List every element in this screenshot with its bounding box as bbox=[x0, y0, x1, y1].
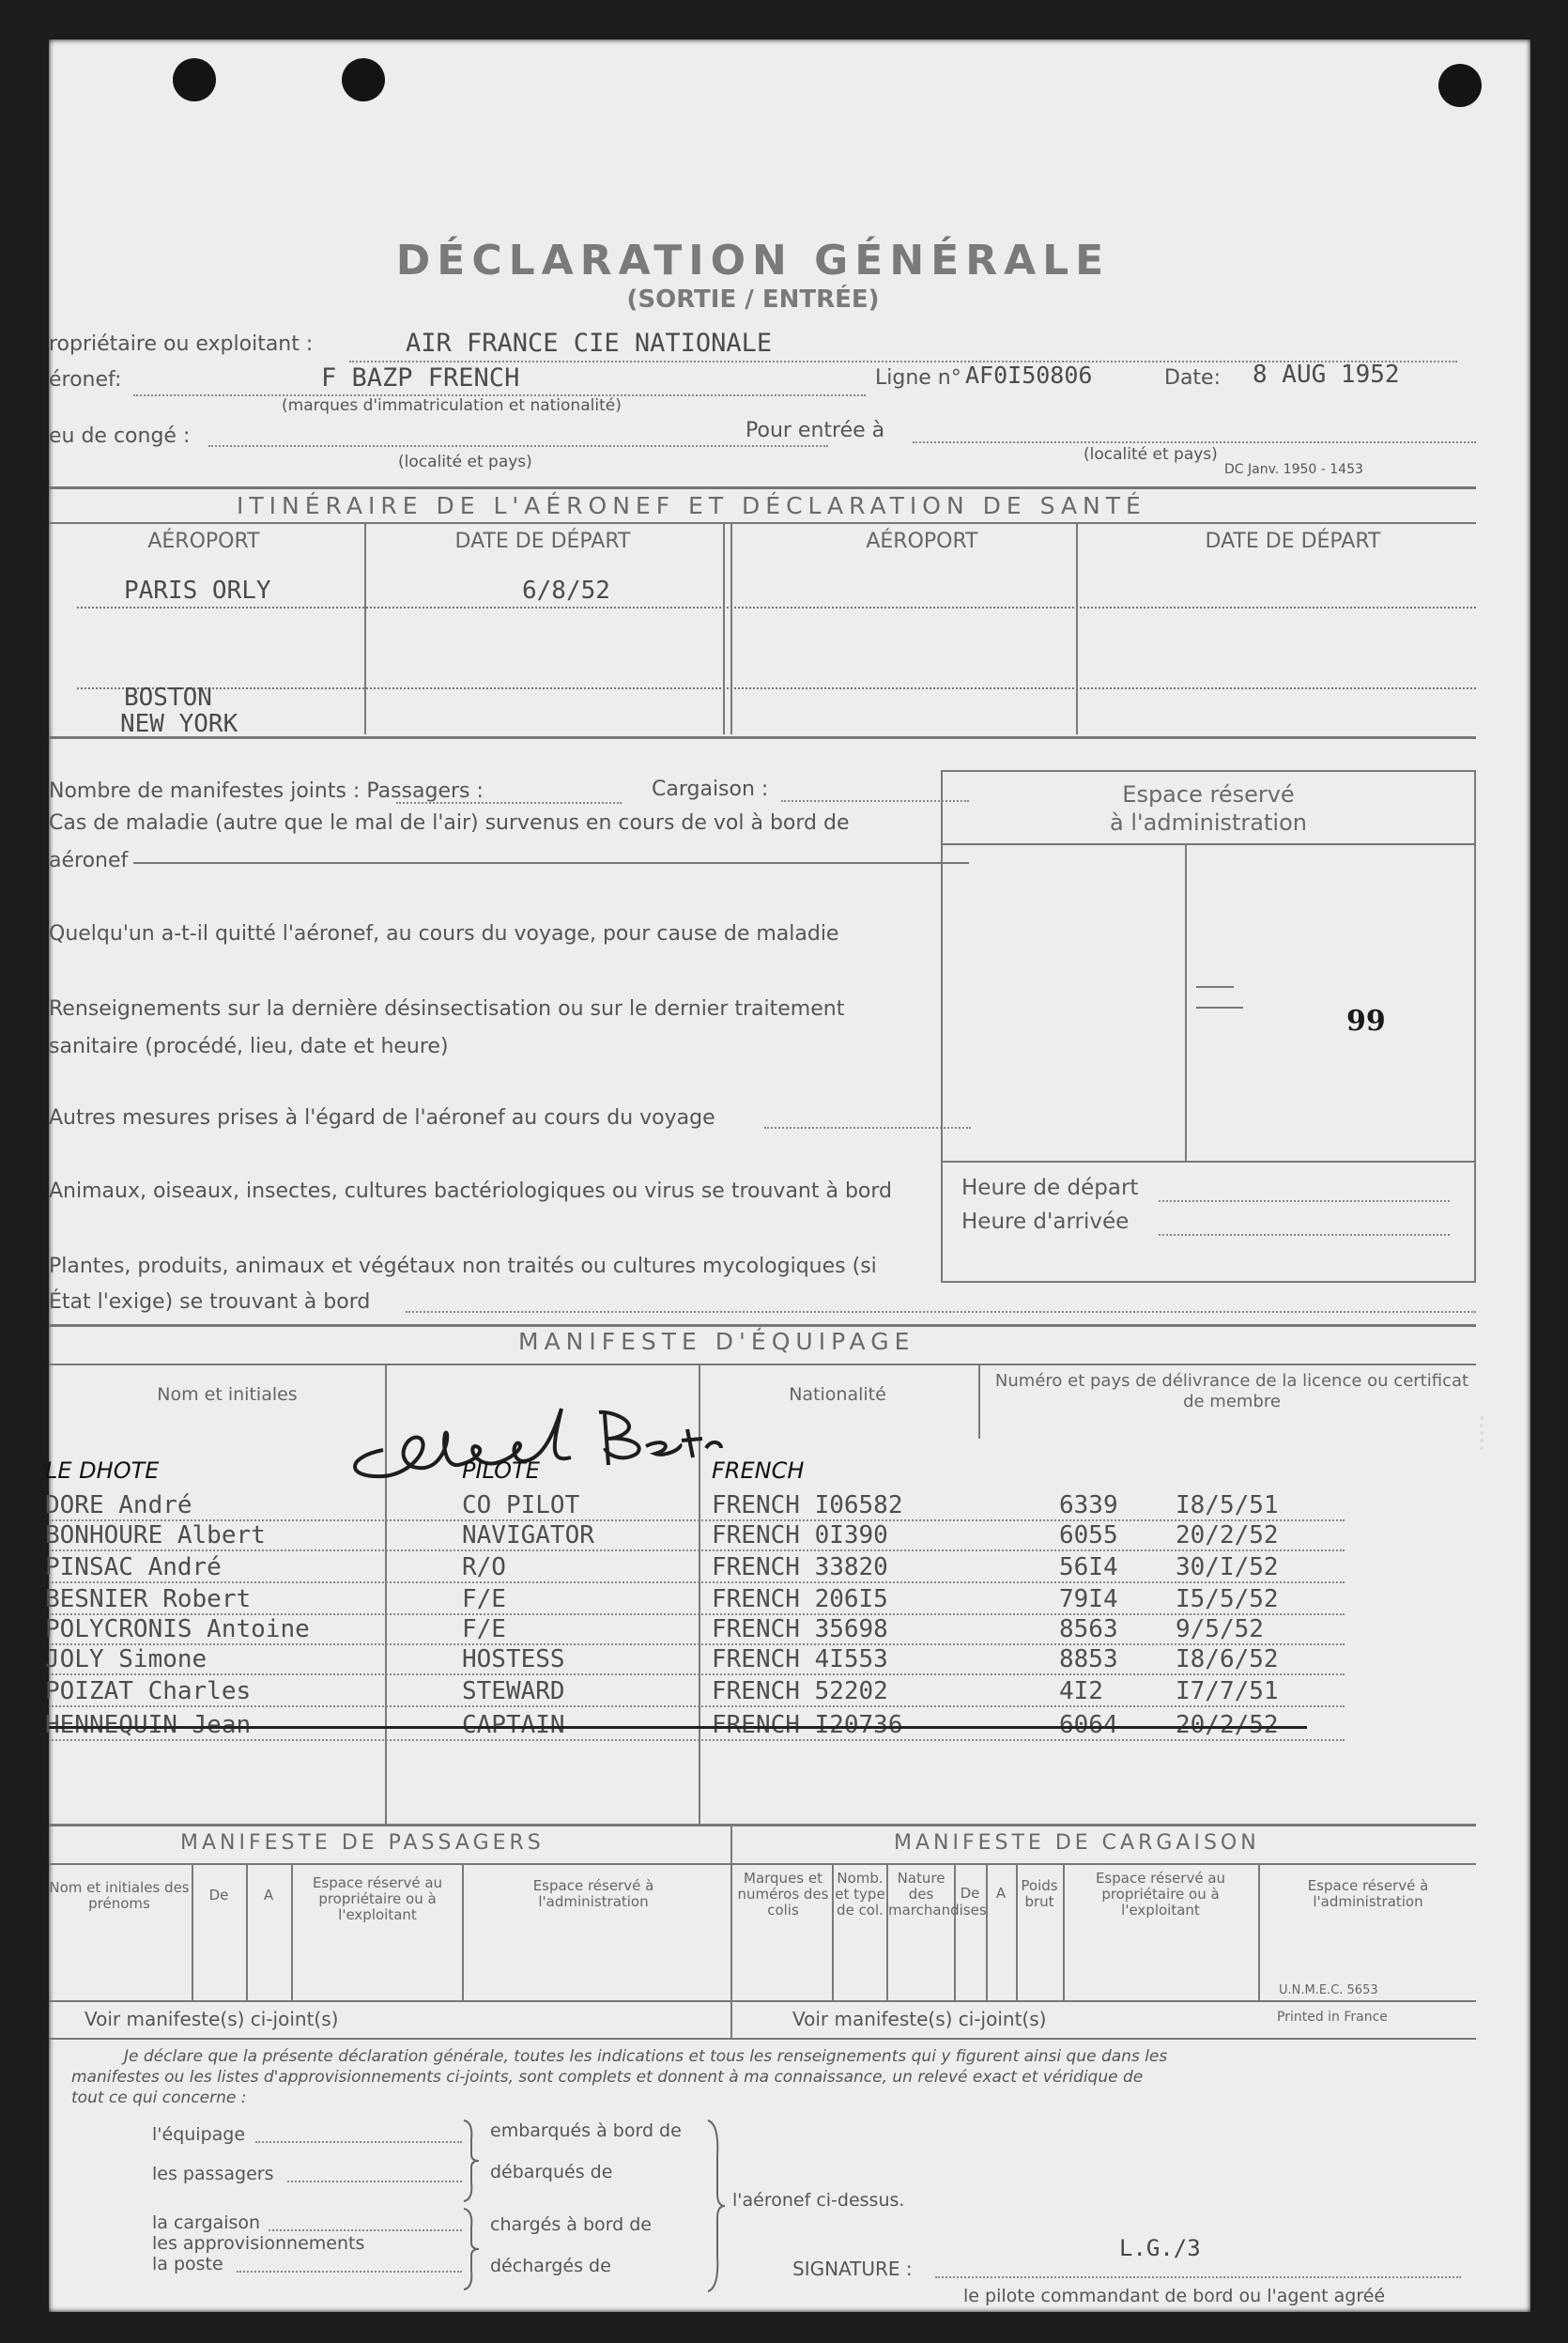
crew-role-cell: STEWARD bbox=[462, 1677, 565, 1705]
crew-date-cell: I8/5/51 bbox=[1176, 1491, 1279, 1519]
crew-name-cell: BESNIER Robert bbox=[45, 1585, 252, 1613]
admin-box-title-1: Espace réservé bbox=[1122, 781, 1295, 808]
plants-line1: Plantes, produits, animaux et végétaux non traités ou cultures mycologiques (si bbox=[49, 1255, 877, 1278]
departure-caption: (localité et pays) bbox=[398, 453, 532, 471]
cargo-col-nature: Nature des marchandises bbox=[888, 1870, 987, 1919]
punch-hole bbox=[342, 58, 385, 101]
aircraft-value: F BAZP FRENCH bbox=[321, 363, 520, 393]
plants-line2: État l'exige) se trouvant à bord bbox=[49, 1290, 371, 1314]
crew-date-cell: 20/2/52 bbox=[1176, 1521, 1279, 1549]
animals-question: Animaux, oiseaux, insectes, cultures bactériologiques ou virus se trouvant à bord bbox=[49, 1179, 893, 1203]
decl-loaded: chargés à bord de bbox=[490, 2214, 652, 2235]
crew-col-name: Nom et initiales bbox=[157, 1384, 298, 1405]
cargo-manifest-title: MANIFESTE DE CARGAISON bbox=[894, 1831, 1260, 1855]
crew-row-line bbox=[49, 1705, 1345, 1707]
crew-role-cell: F/E bbox=[462, 1585, 506, 1613]
departure-label: eu de congé : bbox=[49, 424, 191, 448]
crew-role-cell: CO PILOT bbox=[462, 1491, 580, 1519]
decl-aircraft-above: l'aéronef ci-dessus. bbox=[732, 2190, 905, 2211]
crew-role-cell: HOSTESS bbox=[462, 1645, 565, 1673]
crew-row-line bbox=[49, 1739, 1345, 1741]
col-airport-1: AÉROPORT bbox=[147, 530, 260, 553]
pax-col-to: A bbox=[263, 1887, 274, 1904]
crew-role-cell: F/E bbox=[462, 1615, 506, 1643]
arrival-time-label: Heure d'arrivée bbox=[961, 1210, 1130, 1234]
entry-label: Pour entrée à bbox=[746, 419, 885, 442]
brace-lower bbox=[462, 2207, 481, 2291]
left-aircraft-question: Quelqu'un a-t-il quitté l'aéronef, au cours du voyage, pour cause de maladie bbox=[49, 922, 839, 946]
pax-col-owner: Espace réservé au propriétaire ou à l'exploitant bbox=[312, 1874, 443, 1923]
col-date-2: DATE DE DÉPART bbox=[1205, 530, 1381, 553]
decl-passengers: les passagers bbox=[152, 2164, 274, 2184]
itinerary-row1-airport: PARIS ORLY bbox=[124, 577, 271, 605]
owner-value: AIR FRANCE CIE NATIONALE bbox=[406, 329, 773, 358]
crew-col-nationality: Nationalité bbox=[789, 1384, 886, 1405]
crew-date-cell: 9/5/52 bbox=[1176, 1615, 1264, 1643]
crew-name-cell: DORE André bbox=[45, 1491, 192, 1519]
brace-right bbox=[706, 2119, 727, 2293]
signature-caption: le pilote commandant de bord ou l'agent agréé bbox=[963, 2286, 1386, 2306]
crew-row-strikethrough bbox=[49, 1726, 1307, 1729]
manifests-label: Nombre de manifestes joints : Passagers : bbox=[49, 779, 484, 803]
form-subtitle: (SORTIE / ENTRÉE) bbox=[626, 285, 880, 314]
crew-code-cell: 6055 bbox=[1059, 1521, 1118, 1549]
col-airport-2: AÉROPORT bbox=[866, 530, 978, 553]
illness-line2: aéronef bbox=[49, 849, 129, 872]
cargo-col-owner: Espace réservé au propriétaire ou à l'exploitant bbox=[1095, 1870, 1226, 1919]
crew-nat-cell: FRENCH 35698 bbox=[712, 1615, 888, 1643]
cargo-col-from: De bbox=[960, 1885, 980, 1902]
brace-upper bbox=[462, 2119, 481, 2203]
decl-unloaded: déchargés de bbox=[490, 2256, 611, 2276]
crew-role-cell: CAPTAIN bbox=[462, 1711, 565, 1739]
crew-name-cell: POLYCRONIS Antoine bbox=[45, 1615, 310, 1643]
scan-artifact bbox=[1480, 1416, 1487, 1450]
cargo-col-weight: Poids brut bbox=[1021, 1877, 1058, 1910]
decl-cargo: la cargaison bbox=[152, 2212, 261, 2233]
crew-date-cell: I5/5/52 bbox=[1176, 1585, 1279, 1613]
crew-row-line bbox=[49, 1673, 1345, 1675]
aircraft-caption: (marques d'immatriculation et nationalité) bbox=[282, 396, 622, 415]
crew-code-cell: 6064 bbox=[1059, 1711, 1118, 1739]
crew-role-cell: NAVIGATOR bbox=[462, 1521, 594, 1549]
other-measures: Autres mesures prises à l'égard de l'aéronef au cours du voyage bbox=[49, 1106, 715, 1130]
form-ref: DC Janv. 1950 - 1453 bbox=[1224, 462, 1363, 477]
cargo-col-count: Nomb. et type de col. bbox=[835, 1870, 885, 1919]
decl-supplies: les approvisionnements bbox=[152, 2233, 365, 2254]
passenger-manifest-title: MANIFESTE DE PASSAGERS bbox=[180, 1831, 545, 1855]
decl-crew: l'équipage bbox=[152, 2124, 246, 2145]
admin-box-title-2: à l'administration bbox=[1110, 809, 1307, 836]
entry-caption: (localité et pays) bbox=[1084, 445, 1218, 464]
form-sheet bbox=[45, 39, 1530, 2312]
crew-code-cell: 56I4 bbox=[1059, 1553, 1118, 1581]
crew-code-cell: 79I4 bbox=[1059, 1585, 1118, 1613]
crew-code-cell: 8563 bbox=[1059, 1615, 1118, 1643]
declaration-line2: manifestes ou les listes d'approvisionnements ci-joints, sont complets et donnent à ma connaissance, un relevé exact et véridique de bbox=[71, 2068, 1144, 2087]
crew-col-licence: Numéro et pays de délivrance de la licence ou certificat de membre bbox=[994, 1371, 1469, 1411]
crew-row-line bbox=[49, 1549, 1345, 1551]
crew-nat-cell: FRENCH I20736 bbox=[712, 1711, 903, 1739]
crew-name-cell: LE DHOTE bbox=[45, 1457, 160, 1484]
decl-mail: la poste bbox=[152, 2254, 223, 2274]
decl-embarked: embarqués à bord de bbox=[490, 2120, 682, 2141]
crew-row-line bbox=[49, 1643, 1345, 1645]
crew-nat-cell: FRENCH 52202 bbox=[712, 1677, 888, 1705]
crew-nat-cell: FRENCH 0I390 bbox=[712, 1521, 888, 1549]
disinsect-line2: sanitaire (procédé, lieu, date et heure) bbox=[49, 1035, 449, 1058]
illness-line1: Cas de maladie (autre que le mal de l'air) survenus en cours de vol à bord de bbox=[49, 811, 850, 835]
decl-disembarked: débarqués de bbox=[490, 2162, 613, 2182]
owner-label: ropriétaire ou exploitant : bbox=[49, 332, 314, 356]
crew-name-cell: BONHOURE Albert bbox=[45, 1521, 266, 1549]
form-title: DÉCLARATION GÉNÉRALE bbox=[395, 237, 1111, 285]
punch-hole bbox=[1438, 64, 1482, 107]
crew-nat-cell: FRENCH bbox=[712, 1457, 805, 1484]
itinerary-row3-airport: NEW YORK bbox=[120, 710, 238, 738]
itinerary-row1-date: 6/8/52 bbox=[522, 577, 610, 605]
pax-see-attached: Voir manifeste(s) ci-joint(s) bbox=[85, 2008, 339, 2030]
date-value: 8 AUG 1952 bbox=[1253, 361, 1400, 389]
date-label: Date: bbox=[1164, 366, 1221, 390]
crew-name-cell: JOLY Simone bbox=[45, 1645, 208, 1673]
crew-row-line bbox=[49, 1581, 1345, 1583]
crew-date-cell: I8/6/52 bbox=[1176, 1645, 1279, 1673]
crew-date-cell: 20/2/52 bbox=[1176, 1711, 1279, 1739]
crew-code-cell: 6339 bbox=[1059, 1491, 1118, 1519]
printer-mark: U.N.M.E.C. 5653 bbox=[1279, 1983, 1378, 1997]
signature-initials: L.G./3 bbox=[1119, 2235, 1201, 2261]
crew-nat-cell: FRENCH I06582 bbox=[712, 1491, 903, 1519]
printed-in-france: Printed in France bbox=[1277, 2010, 1388, 2025]
cargo-col-marks: Marques et numéros des colis bbox=[737, 1870, 829, 1919]
admin-reserved-box bbox=[941, 770, 1476, 1283]
crew-date-cell: 30/I/52 bbox=[1176, 1553, 1279, 1581]
signature-label: SIGNATURE : bbox=[792, 2258, 913, 2280]
itinerary-title: ITINÉRAIRE DE L'AÉRONEF ET DÉCLARATION DE SANTÉ bbox=[237, 492, 1146, 519]
line-value: AF0I50806 bbox=[965, 362, 1093, 389]
crew-code-cell: 4I2 bbox=[1059, 1677, 1103, 1705]
handwritten-signature bbox=[327, 1392, 730, 1504]
crew-code-cell: 8853 bbox=[1059, 1645, 1118, 1673]
crew-date-cell: I7/7/51 bbox=[1176, 1677, 1279, 1705]
cargo-see-attached: Voir manifeste(s) ci-joint(s) bbox=[792, 2008, 1047, 2030]
departure-time-label: Heure de départ bbox=[961, 1176, 1139, 1200]
crew-nat-cell: FRENCH 206I5 bbox=[712, 1585, 888, 1613]
crew-title: MANIFESTE D'ÉQUIPAGE bbox=[518, 1328, 915, 1355]
cargo-label: Cargaison : bbox=[652, 778, 769, 801]
line-label: Ligne n° bbox=[875, 366, 961, 390]
pax-col-admin: Espace réservé à l'administration bbox=[532, 1877, 654, 1910]
declaration-line1: Je déclare que la présente déclaration générale, toutes les indications et tous les renseignements qui y figurent ainsi que dans les bbox=[124, 2047, 1168, 2066]
declaration-line3: tout ce qui concerne : bbox=[71, 2089, 247, 2107]
pax-col-from: De bbox=[208, 1887, 229, 1904]
cargo-col-to: A bbox=[995, 1885, 1007, 1902]
crew-name-cell: HENNEQUIN Jean bbox=[45, 1711, 252, 1739]
crew-nat-cell: FRENCH 4I553 bbox=[712, 1645, 888, 1673]
col-date-1: DATE DE DÉPART bbox=[454, 530, 631, 553]
crew-role-cell: PILOTE bbox=[462, 1457, 540, 1484]
disinsect-line1: Renseignements sur la dernière désinsectisation ou sur le dernier traitement bbox=[49, 997, 845, 1021]
cargo-col-admin: Espace réservé à l'administration bbox=[1307, 1877, 1429, 1910]
crew-name-cell: PINSAC André bbox=[45, 1553, 222, 1581]
punch-hole bbox=[173, 58, 216, 101]
crew-name-cell: POIZAT Charles bbox=[45, 1677, 252, 1705]
crew-role-cell: R/O bbox=[462, 1553, 506, 1581]
admin-stamp-number: 99 bbox=[1346, 1005, 1386, 1038]
pax-col-name: Nom et initiales des prénoms bbox=[49, 1879, 190, 1912]
itinerary-row2-airport: BOSTON bbox=[124, 684, 212, 712]
aircraft-label: éronef: bbox=[49, 368, 122, 392]
crew-nat-cell: FRENCH 33820 bbox=[712, 1553, 888, 1581]
